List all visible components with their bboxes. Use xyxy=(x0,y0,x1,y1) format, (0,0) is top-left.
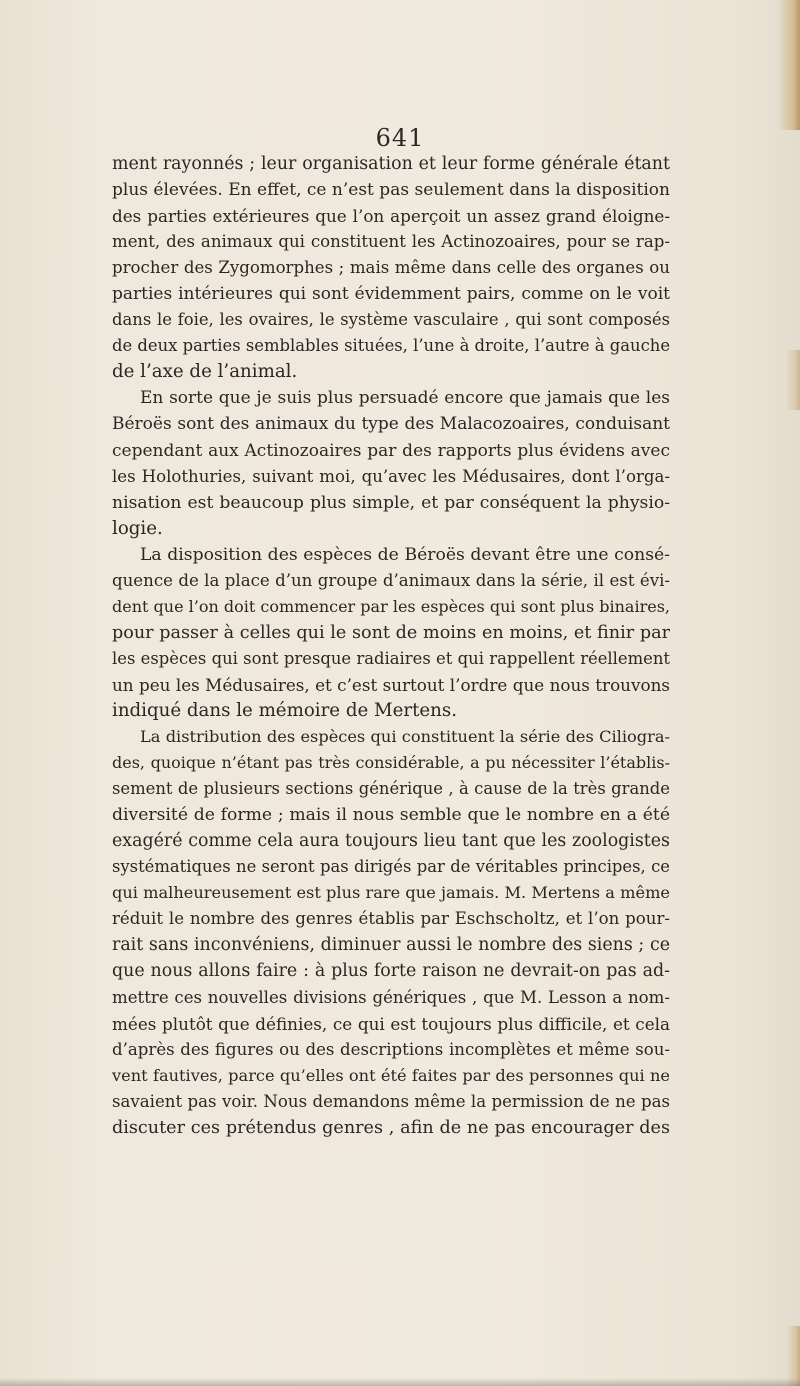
page-edge-stain xyxy=(786,1326,800,1386)
text-line: de l’axe de l’animal. xyxy=(112,361,298,383)
text-line: mettre ces nouvelles divisions génériques , que M. Lesson a nom- xyxy=(112,987,670,1007)
text-line: des, quoique n’étant pas très considérable, a pu nécessiter l’établis- xyxy=(112,753,670,773)
text-line: dans le foie, les ovaires, le système vasculaire , qui sont composés xyxy=(112,310,670,330)
text-line: quence de la place d’un groupe d’animaux dans la série, il est évi- xyxy=(112,570,670,590)
text-line: réduit le nombre des genres établis par Eschscholtz, et l’on pour- xyxy=(112,909,670,929)
text-line: diversité de forme ; mais il nous semble que le nombre en a été xyxy=(112,805,670,826)
text-line: mées plutôt que définies, ce qui est toujours plus difficile, et cela xyxy=(112,1013,670,1034)
text-line: d’après des figures ou des descriptions incomplètes et même sou- xyxy=(112,1039,670,1059)
text-line: indiqué dans le mémoire de Mertens. xyxy=(112,699,457,721)
text-line: parties intérieures qui sont évidemment pairs, comme on le voit xyxy=(112,284,670,305)
text-line: systématiques ne seront pas dirigés par de véritables principes, ce xyxy=(112,857,670,877)
text-line: savaient pas voir. Nous demandons même la permission de ne pas xyxy=(112,1091,670,1111)
page-bottom-shadow xyxy=(0,1378,800,1386)
page-edge-stain xyxy=(778,0,800,130)
text-line: cependant aux Actinozoaires par des rapports plus évidens avec xyxy=(112,440,670,461)
text-line: procher des Zygomorphes ; mais même dans celle des organes ou xyxy=(112,258,670,278)
text-line: les espèces qui sont presque radiaires et qui rappellent réellement xyxy=(112,648,670,668)
text-line: ment, des animaux qui constituent les Actinozoaires, pour se rap- xyxy=(112,232,670,252)
text-line: discuter ces prétendus genres , afin de ne pas encourager des xyxy=(112,1117,670,1138)
text-line: rait sans inconvéniens, diminuer aussi le nombre des siens ; ce xyxy=(112,935,670,956)
text-line: dent que l’on doit commencer par les espèces qui sont plus binaires, xyxy=(112,596,670,616)
text-line: qui malheureusement est plus rare que jamais. M. Mertens a même xyxy=(112,883,670,903)
text-line: nisation est beaucoup plus simple, et par conséquent la physio- xyxy=(112,492,670,513)
body-text xyxy=(112,151,670,1141)
text-line: les Holothuries, suivant moi, qu’avec les Médusaires, dont l’orga- xyxy=(112,466,670,486)
text-line: pour passer à celles qui le sont de moins en moins, et finir par xyxy=(112,622,670,643)
text-line: La distribution des espèces qui constituent la série des Ciliogra- xyxy=(140,727,670,747)
text-line: plus élevées. En effet, ce n’est pas seulement dans la disposition xyxy=(112,180,670,201)
text-line: un peu les Médusaires, et c’est surtout l’ordre que nous trouvons xyxy=(112,674,670,695)
text-line: que nous allons faire : à plus forte raison ne devrait-on pas ad- xyxy=(112,961,670,982)
text-line: vent fautives, parce qu’elles ont été faites par des personnes qui ne xyxy=(112,1065,670,1085)
text-line: logie. xyxy=(112,517,163,539)
text-line: exagéré comme cela aura toujours lieu tant que les zoologistes xyxy=(112,831,670,852)
text-line: En sorte que je suis plus persuadé encore que jamais que les xyxy=(140,388,670,409)
text-line: ment rayonnés ; leur organisation et leur forme générale étant xyxy=(112,154,670,174)
page-edge-stain xyxy=(786,350,800,410)
text-line: sement de plusieurs sections générique , à cause de la très grande xyxy=(112,779,670,799)
text-line: Béroës sont des animaux du type des Malacozoaires, conduisant xyxy=(112,414,670,435)
text-line: des parties extérieures que l’on aperçoit un assez grand éloigne- xyxy=(112,206,670,227)
text-line: de deux parties semblables situées, l’une à droite, l’autre à gauche xyxy=(112,336,670,356)
text-line: La disposition des espèces de Béroës devant être une consé- xyxy=(140,544,670,565)
page-number: 641 xyxy=(375,124,425,152)
